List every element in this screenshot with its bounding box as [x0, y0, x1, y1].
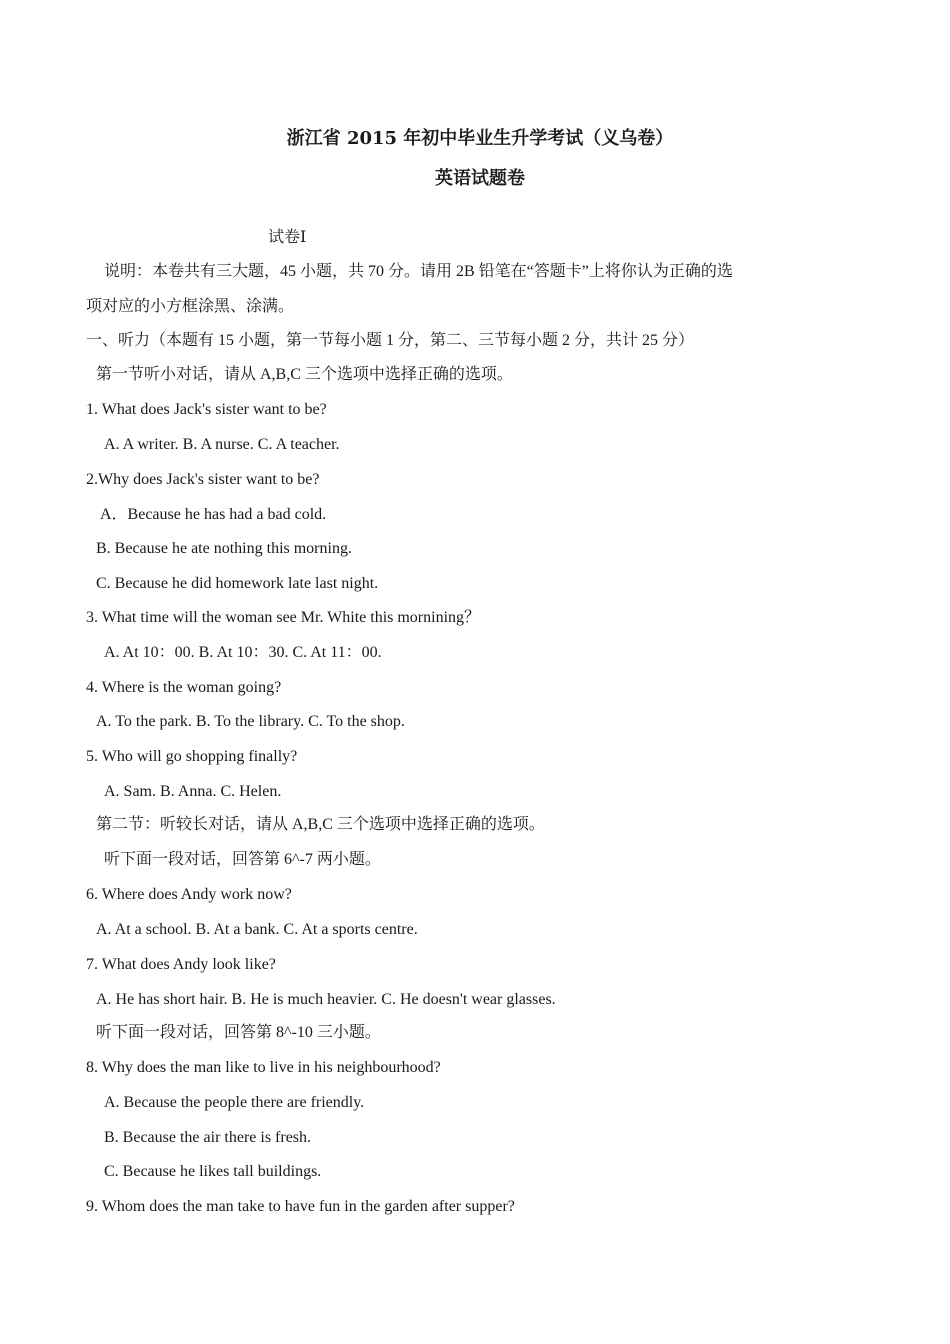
- question-6: 6. Where does Andy work now?: [86, 886, 292, 903]
- question-5: 5. Who will go shopping finally?: [86, 748, 298, 765]
- question-8-option-b: B. Because the air there is fresh.: [104, 1129, 312, 1146]
- question-6-options: A. At a school. B. At a bank. C. At a sports centre.: [96, 921, 418, 938]
- question-2: 2.Why does Jack's sister want to be?: [86, 471, 320, 488]
- dialog-2-intro: 听下面一段对话，回答第 8^-10 三小题。: [96, 1024, 381, 1041]
- question-8: 8. Why does the man like to live in his neighbourhood?: [86, 1059, 441, 1076]
- question-7: 7. What does Andy look like?: [86, 956, 276, 973]
- dialog-1-intro: 听下面一段对话，回答第 6^-7 两小题。: [104, 851, 381, 868]
- question-1-options: A. A writer. B. A nurse. C. A teacher.: [104, 436, 340, 453]
- part1-heading: 一、听力（本题有 15 小题，第一节每小题 1 分，第二、三节每小题 2 分，共计 25 分）: [86, 332, 695, 349]
- instructions-line-2: 项对应的小方框涂黑、涂满。: [86, 298, 295, 315]
- section-label: 试卷Ⅰ: [268, 229, 307, 246]
- question-2-option-c: C. Because he did homework late last night.: [96, 575, 379, 592]
- exam-subtitle: 英语试题卷: [435, 168, 525, 189]
- question-4-options: A. To the park. B. To the library. C. To the shop.: [96, 713, 405, 730]
- question-7-options: A. He has short hair. B. He is much heavier. C. He doesn't wear glasses.: [96, 991, 556, 1008]
- question-2-option-b: B. Because he ate nothing this morning.: [96, 540, 352, 557]
- question-2-option-a: A．Because he has had a bad cold.: [100, 506, 327, 523]
- section2-intro: 第二节：听较长对话，请从 A,B,C 三个选项中选择正确的选项。: [96, 816, 545, 833]
- question-4: 4. Where is the woman going?: [86, 679, 282, 696]
- question-1: 1. What does Jack's sister want to be?: [86, 401, 327, 418]
- question-9: 9. Whom does the man take to have fun in the garden after supper?: [86, 1198, 515, 1215]
- question-5-options: A. Sam. B. Anna. C. Helen.: [104, 783, 282, 800]
- exam-title: 浙江省 2015 年初中毕业生升学考试（义乌卷）: [286, 128, 674, 149]
- question-3-options: A. At 10：00. B. At 10：30. C. At 11：00.: [104, 644, 382, 661]
- instructions-line-1: 说明：本卷共有三大题，45 小题，共 70 分。请用 2B 铅笔在“答题卡”上将你认为正确的选: [104, 263, 733, 280]
- question-8-option-c: C. Because he likes tall buildings.: [104, 1163, 322, 1180]
- question-8-option-a: A. Because the people there are friendly.: [104, 1094, 365, 1111]
- section1-intro: 第一节听小对话，请从 A,B,C 三个选项中选择正确的选项。: [96, 366, 513, 383]
- question-3: 3. What time will the woman see Mr. White this mornining？: [86, 609, 481, 626]
